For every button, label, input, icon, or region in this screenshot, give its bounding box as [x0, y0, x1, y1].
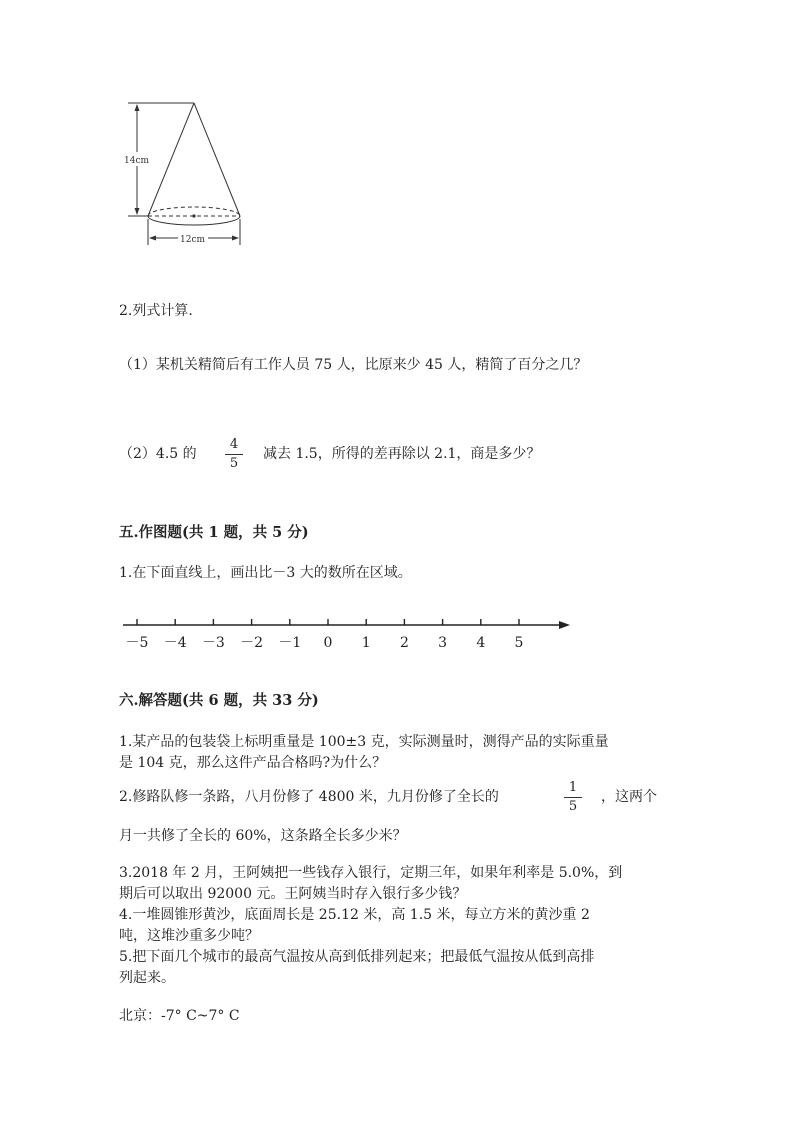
q2-heading: 2.列式计算.	[119, 303, 193, 319]
fraction-denominator: 5	[229, 456, 239, 471]
beijing-temperature: 北京：-7° C~7° C	[119, 1008, 240, 1024]
s6-q2-after: ，这两个	[601, 789, 657, 805]
cone-right-side	[194, 103, 240, 216]
s6-q2-fraction	[564, 780, 582, 815]
section5-title: 五.作图题(共 1 题，共 5 分)	[119, 524, 309, 541]
base-center-dot	[192, 214, 195, 217]
s6-q3-line1: 3.2018 年 2 月，王阿姨把一些钱存入银行，定期三年，如果年利率是 5.0%，到	[119, 865, 623, 881]
fraction-numerator: 1	[568, 780, 578, 795]
s6-q1-line1: 1.某产品的包装袋上标明重量是 100±3 克，实际测量时，测得产品的实际重量	[119, 734, 609, 750]
number-line-label: 3	[438, 635, 448, 651]
fraction-numerator: 4	[229, 437, 239, 452]
cone-left-side	[148, 103, 194, 216]
number-line-label: －4	[163, 635, 187, 651]
section6-title: 六.解答题(共 6 题，共 33 分)	[119, 692, 319, 709]
number-line-label: －1	[278, 635, 302, 651]
s6-q4-line1: 4.一堆圆锥形黄沙，底面周长是 25.12 米，高 1.5 米，每立方米的黄沙重 2	[119, 907, 590, 923]
width-label: 12cm	[180, 235, 206, 245]
number-line-label: 2	[399, 635, 409, 651]
s6-q5-line1: 5.把下面几个城市的最高气温按从高到低排列起来；把最低气温按从低到高排	[119, 949, 595, 965]
number-line	[118, 616, 578, 656]
q2-part1: （1）某机关精简后有工作人员 75 人，比原来少 45 人，精简了百分之几？	[119, 357, 588, 373]
number-line-arrow	[559, 621, 570, 629]
fraction-denominator: 5	[568, 799, 578, 814]
s6-q2-line2: 月一共修了全长的 60%，这条路全长多少米？	[119, 828, 407, 844]
number-line-label: 5	[514, 635, 524, 651]
number-line-label: －2	[240, 635, 264, 651]
s6-q4-line2: 吨，这堆沙重多少吨？	[119, 928, 259, 944]
number-line-label: 0	[323, 635, 333, 651]
number-line-label: 4	[476, 635, 486, 651]
s6-q1-line2: 是 104 克，那么这件产品合格吗?为什么？	[119, 755, 387, 771]
q2-part2-before: （2）4.5 的	[119, 446, 197, 462]
cone-figure	[120, 95, 260, 255]
number-line-label: 1	[361, 635, 371, 651]
q2-part2-after: 减去 1.5，所得的差再除以 2.1，商是多少？	[263, 446, 541, 462]
number-line-label: －3	[201, 635, 225, 651]
number-line-label: －5	[125, 635, 149, 651]
height-label: 14cm	[124, 156, 150, 166]
s6-q2-before: 2.修路队修一条路，八月份修了 4800 米，九月份修了全长的	[119, 789, 499, 805]
s6-q5-line2: 列起来。	[119, 970, 175, 986]
section5-q1: 1.在下面直线上，画出比－3 大的数所在区域。	[119, 565, 412, 581]
s6-q3-line2: 期后可以取出 92000 元。王阿姨当时存入银行多少钱？	[119, 886, 467, 902]
q2-fraction	[225, 437, 243, 472]
